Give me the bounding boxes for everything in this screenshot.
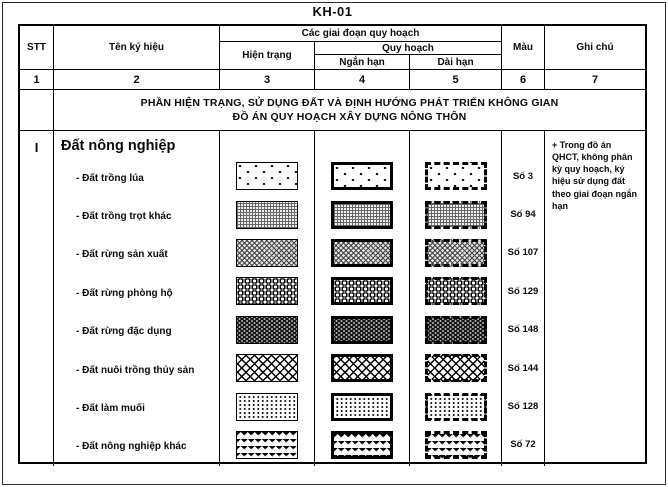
- legend-table: [18, 24, 647, 464]
- color-code: Số 3: [512, 170, 534, 182]
- header-mau: Màu: [502, 26, 545, 69]
- color-code: Số 144: [507, 362, 539, 374]
- swatch-dai-han: [425, 431, 487, 459]
- color-code: Số 94: [510, 209, 536, 221]
- swatch-dai-han: [425, 393, 487, 421]
- section-title-line1: PHẦN HIỆN TRẠNG, SỬ DỤNG ĐẤT VÀ ĐỊNH HƯỚNG PHÁT TRIỂN KHÔNG GIAN: [140, 97, 559, 109]
- column-ngan-han: [315, 131, 410, 466]
- group-title: Đất nông nghiệp: [61, 138, 176, 154]
- swatch-dai-han: [425, 201, 487, 229]
- section-title-row: [20, 90, 645, 131]
- swatch-hien-trang: [236, 201, 298, 229]
- column-ghi-chu: [545, 131, 645, 466]
- section-stt-cell: [20, 90, 54, 130]
- swatch-ngan-han: [331, 162, 393, 190]
- col-number-3: 3: [220, 70, 315, 89]
- color-code: Số 128: [507, 401, 539, 413]
- swatch-dai-han: [425, 277, 487, 305]
- swatch-hien-trang: [236, 316, 298, 344]
- header-stt: STT: [20, 26, 54, 69]
- row-label: - Đất nông nghiệp khác: [76, 441, 187, 453]
- row-label: - Đất nuôi trồng thủy sản: [76, 364, 195, 376]
- column-stt: [20, 131, 54, 466]
- header-dai-han: Dài hạn: [410, 55, 502, 69]
- header-ghi-chu: Ghi chú: [576, 42, 614, 53]
- swatch-ngan-han: [331, 239, 393, 267]
- swatch-ngan-han: [331, 354, 393, 382]
- header-hien-trang: Hiện trạng: [220, 42, 315, 69]
- row-label: - Đất rừng phòng hộ: [76, 287, 173, 299]
- header-ngan-han: Ngắn hạn: [315, 55, 410, 69]
- group-index: I: [34, 140, 39, 155]
- column-hien-trang: [220, 131, 315, 466]
- swatch-dai-han: [425, 354, 487, 382]
- swatch-hien-trang: [236, 162, 298, 190]
- color-code: Số 129: [507, 285, 539, 297]
- swatch-hien-trang: [236, 239, 298, 267]
- column-dai-han: [410, 131, 502, 466]
- swatch-hien-trang: [236, 393, 298, 421]
- row-label: - Đất rừng đặc dụng: [76, 326, 172, 338]
- col-number-2: 2: [54, 70, 220, 89]
- header-cac-giai-doan: Các giai đoạn quy hoạch: [220, 26, 502, 42]
- column-number-row: [20, 70, 645, 90]
- column-ten-ky-hieu: [54, 131, 220, 466]
- swatch-dai-han: [425, 316, 487, 344]
- col-number-7: 7: [591, 73, 599, 86]
- row-label: - Đất trồng lúa: [76, 172, 144, 184]
- col-number-1: 1: [20, 70, 54, 89]
- table-header: [20, 26, 645, 70]
- swatch-hien-trang: [236, 277, 298, 305]
- header-ten-ky-hieu: Tên ký hiệu: [54, 26, 220, 69]
- swatch-ngan-han: [331, 201, 393, 229]
- color-code: Số 72: [510, 439, 536, 451]
- header-quy-hoach: Quy hoạch: [315, 42, 502, 55]
- page-title: KH-01: [312, 4, 353, 19]
- color-code: Số 148: [507, 324, 539, 336]
- swatch-ngan-han: [331, 316, 393, 344]
- swatch-dai-han: [425, 162, 487, 190]
- swatch-ngan-han: [331, 431, 393, 459]
- swatch-hien-trang: [236, 431, 298, 459]
- section-title-cell: [54, 90, 645, 130]
- column-mau: [502, 131, 545, 466]
- swatch-hien-trang: [236, 354, 298, 382]
- col-number-4: 4: [315, 70, 410, 89]
- row-label: - Đất rừng sản xuất: [76, 249, 168, 261]
- row-label: - Đất làm muối: [76, 403, 145, 415]
- note-text: + Trong đồ án QHCT, không phân kỳ quy hoạch, ký hiệu sử dụng đất theo giai đoạn ngắn hạn: [552, 140, 637, 211]
- swatch-dai-han: [425, 239, 487, 267]
- table-body: [20, 131, 645, 466]
- row-label: - Đất trồng trọt khác: [76, 211, 172, 223]
- section-title-line2: ĐỒ ÁN QUY HOẠCH XÂY DỰNG NÔNG THÔN: [232, 111, 467, 123]
- col-number-6: 6: [502, 70, 545, 89]
- swatch-ngan-han: [331, 393, 393, 421]
- swatch-ngan-han: [331, 277, 393, 305]
- color-code: Số 107: [507, 247, 539, 259]
- col-number-5: 5: [410, 70, 502, 89]
